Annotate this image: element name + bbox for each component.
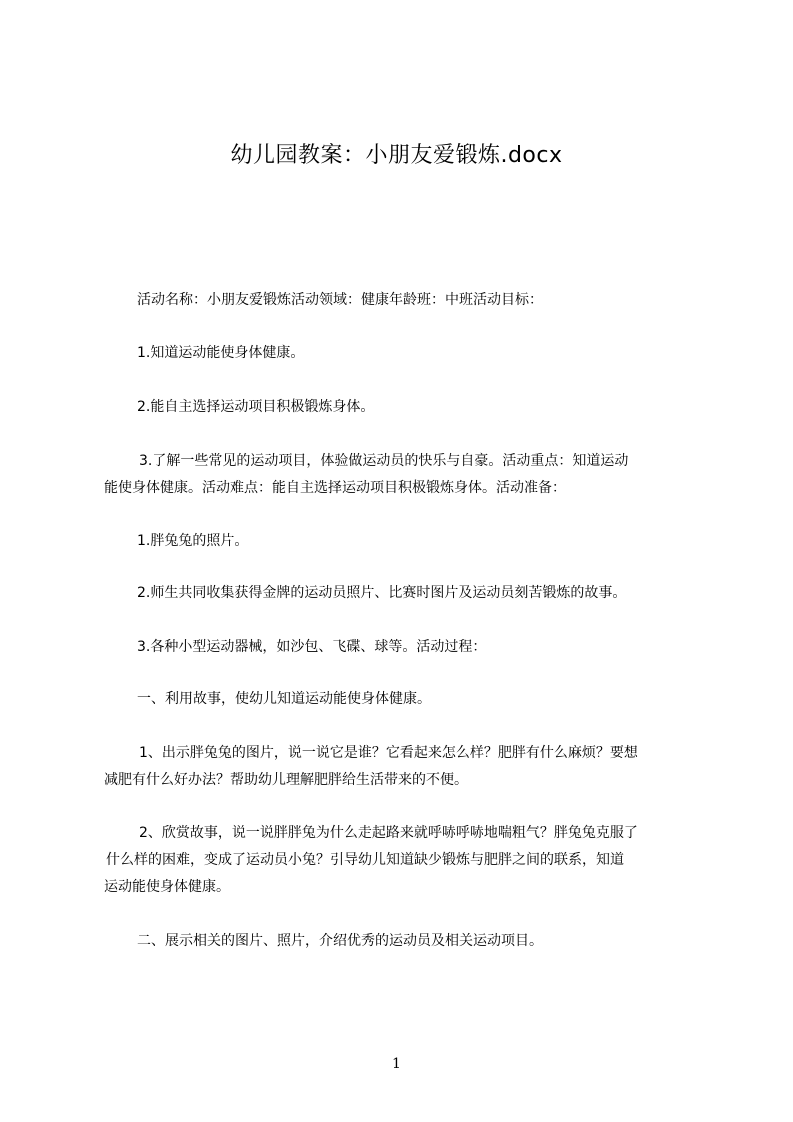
- paragraph-line: 2.师生共同收集获得金牌的运动员照片、比赛时图片及运动员刻苦锻炼的故事。: [137, 585, 627, 601]
- paragraph-line: 二、展示相关的图片、照片，介绍优秀的运动员及相关运动项目。: [137, 933, 543, 949]
- paragraph-line: 2.能自主选择运动项目积极锻炼身体。: [137, 399, 375, 415]
- paragraph-line: 活动名称：小朋友爱锻炼活动领域：健康年龄班：中班活动目标：: [137, 292, 543, 308]
- paragraph-section-1: [104, 686, 704, 713]
- paragraph-line: 运动能使身体健康。: [104, 879, 230, 895]
- paragraph-line: 3.了解一些常见的运动项目，体验做运动员的快乐与自豪。活动重点：知道运动: [139, 453, 629, 469]
- paragraph-line: 1.知道运动能使身体健康。: [137, 345, 305, 361]
- paragraph-section-2: [104, 928, 704, 955]
- paragraph-line: 2、欣赏故事，说一说胖胖兔为什么走起路来就呼哧呼哧地喘粗气？胖兔兔克服了: [139, 825, 638, 841]
- paragraph-goal-2: [104, 394, 704, 421]
- paragraph-step-2: [104, 820, 704, 901]
- paragraph-prep-3: [104, 634, 704, 661]
- paragraph-line: 1、出示胖兔兔的图片，说一说它是谁？它看起来怎么样？肥胖有什么麻烦？要想: [139, 745, 638, 761]
- paragraph-goal-1: [104, 340, 704, 367]
- page-number: 1: [392, 1056, 401, 1072]
- paragraph-step-1: [104, 740, 704, 794]
- paragraph-line: 减肥有什么好办法？帮助幼儿理解肥胖给生活带来的不便。: [104, 772, 468, 788]
- paragraph-line: 3.各种小型运动器械，如沙包、飞碟、球等。活动过程：: [137, 639, 487, 655]
- paragraph-line: 1.胖兔兔的照片。: [137, 533, 249, 549]
- paragraph-prep-2: [104, 580, 704, 607]
- paragraph-goal-3: [104, 448, 704, 502]
- paragraph-prep-1: [104, 528, 704, 555]
- paragraph-line: 一、利用故事，使幼儿知道运动能使身体健康。: [137, 691, 431, 707]
- paragraph-activity-name: [104, 287, 704, 314]
- document-title: 幼儿园教案：小朋友爱锻炼.docx: [230, 143, 563, 168]
- paragraph-line: 能使身体健康。活动难点：能自主选择运动项目积极锻炼身体。活动准备：: [104, 480, 566, 496]
- paragraph-line: 什么样的困难，变成了运动员小兔？引导幼儿知道缺少锻炼与肥胖之间的联系，知道: [106, 852, 624, 868]
